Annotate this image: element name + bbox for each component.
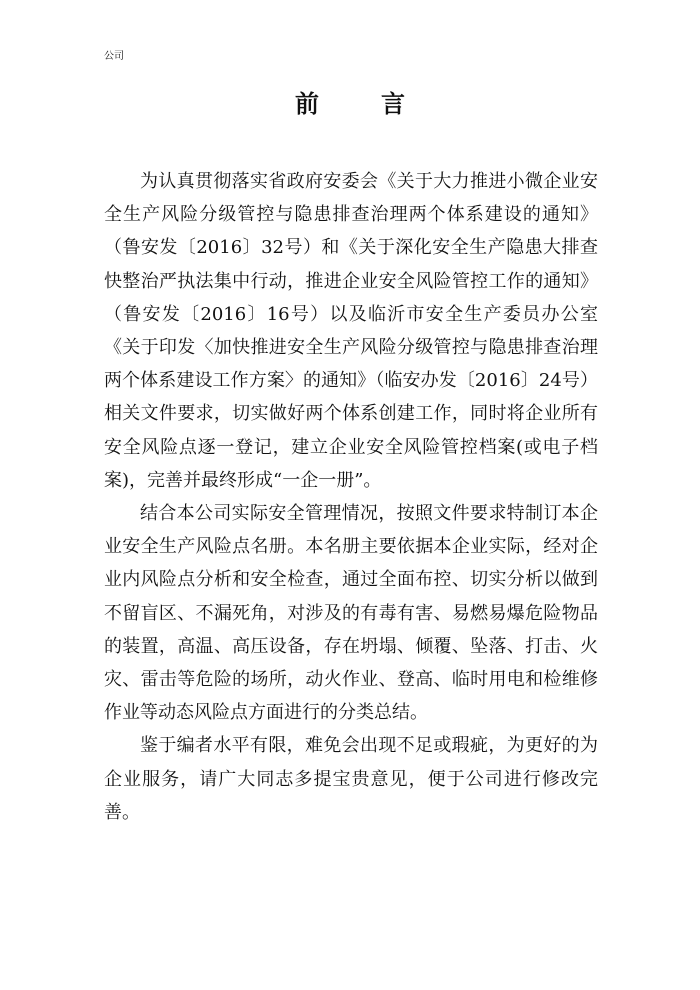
preface-paragraph-1: 为认真贯彻落实省政府安委会《关于大力推进小微企业安全生产风险分级管控与隐患排查治理两个体系建设的通知》（鲁安发〔2016〕32号）和《关于深化安全生产隐患大排查快整治严执法集中行动，推进企业安全风险管控工作的通知》（鲁安发〔2016〕16号）以及临沂市安全生产委员办公室《关于印发〈加快推进安全生产风险分级管控与隐患排查治理两个体系建设工作方案〉的通知》（临安办发〔2016〕24号）相关文件要求，切实做好两个体系创建工作，同时将企业所有安全风险点逐一登记，建立企业安全风险管控档案(或电子档案)，完善并最终形成“一企一册”。 — [104, 171, 598, 491]
preface-paragraph-3: 鉴于编者水平有限，难免会出现不足或瑕疵，为更好的为企业服务，请广大同志多提宝贵意见，便于公司进行修改完善。 — [104, 735, 598, 823]
page-title — [0, 88, 700, 120]
header-company-label: 公司 — [104, 51, 124, 62]
preface-body — [104, 165, 598, 829]
title-char-1: 前 — [295, 89, 319, 118]
preface-paragraph-2: 结合本公司实际安全管理情况，按照文件要求特制订本企业安全生产风险点名册。本名册主要依据本企业实际，经对企业内风险点分析和安全检查，通过全面布控、切实分析以做到不留盲区、不漏死角，对涉及的有毒有害、易燃易爆危险物品的装置，高温、高压设备，存在坍塌、倾覆、坠落、打击、火灾、雷击等危险的场所，动火作业、登高、临时用电和检维修作业等动态风险点方面进行的分类总结。 — [104, 503, 598, 724]
title-char-2: 言 — [381, 89, 405, 118]
